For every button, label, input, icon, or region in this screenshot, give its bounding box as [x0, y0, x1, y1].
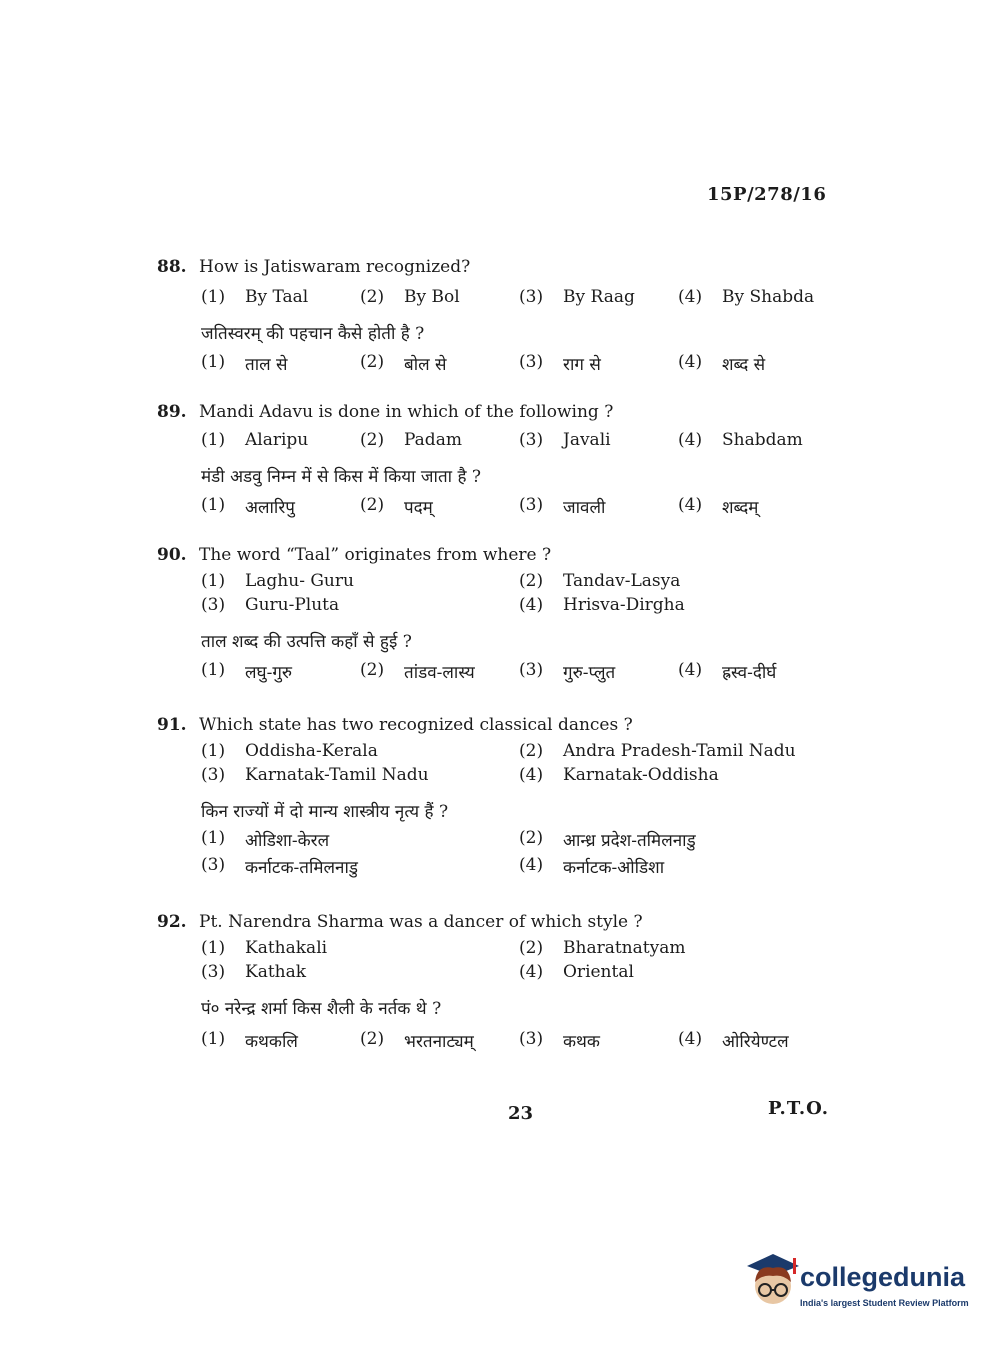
option-label: (1)	[201, 938, 226, 958]
question-text-en: How is Jatiswaram recognized?	[199, 257, 471, 277]
option-text: कर्नाटक-ओडिशा	[563, 858, 665, 878]
option-text: Laghu- Guru	[245, 571, 354, 591]
option-label: (2)	[519, 741, 544, 761]
option-label: (3)	[519, 352, 544, 372]
option-label: (1)	[201, 287, 226, 307]
option-text: कथक	[563, 1032, 600, 1052]
option-text: Javali	[563, 430, 611, 450]
question-text-en: The word “Taal” originates from where ?	[199, 545, 552, 565]
option-label: (3)	[201, 855, 226, 875]
option-text: राग से	[563, 355, 601, 375]
question-text-hi: ताल शब्द की उत्पत्ति कहाँ से हुई ?	[201, 632, 412, 652]
brand-name: collegedunia	[800, 1262, 966, 1292]
option-label: (3)	[519, 660, 544, 680]
option-text: कथकलि	[245, 1032, 298, 1052]
question-88	[157, 257, 837, 375]
option-text: Kathak	[245, 962, 307, 982]
option-text: ओडिशा-केरल	[245, 831, 330, 851]
option-text: Oriental	[563, 962, 634, 982]
option-label: (1)	[201, 430, 226, 450]
question-text-hi: पं० नरेन्द्र शर्मा किस शैली के नर्तक थे ?	[201, 999, 442, 1019]
option-text: Alaripu	[245, 430, 309, 450]
option-label: (3)	[201, 765, 226, 785]
option-text: ह्रस्व-दीर्घ	[722, 663, 777, 683]
option-text: Guru-Pluta	[245, 595, 340, 615]
question-number: 90.	[157, 545, 187, 565]
option-label: (2)	[360, 1029, 385, 1049]
option-label: (2)	[519, 938, 544, 958]
option-label: (4)	[678, 287, 703, 307]
option-text: बोल से	[404, 355, 447, 375]
option-label: (3)	[201, 962, 226, 982]
option-label: (4)	[678, 430, 703, 450]
option-label: (3)	[519, 495, 544, 515]
option-text: शब्द से	[722, 355, 766, 375]
question-text-en: Which state has two recognized classical dances ?	[199, 715, 633, 735]
question-number: 91.	[157, 715, 187, 735]
option-text: By Shabda	[722, 287, 815, 307]
option-label: (2)	[360, 352, 385, 372]
option-text: Andra Pradesh-Tamil Nadu	[563, 741, 796, 761]
option-label: (4)	[519, 595, 544, 615]
question-91	[157, 715, 837, 878]
option-text: पदम्	[404, 498, 433, 518]
option-text: Oddisha-Kerala	[245, 741, 378, 761]
question-text-hi: किन राज्यों में दो मान्य शास्त्रीय नृत्य हैं ?	[201, 802, 449, 822]
question-89	[157, 402, 837, 518]
option-text: Shabdam	[722, 430, 803, 450]
question-text-en: Mandi Adavu is done in which of the following ?	[199, 402, 614, 422]
option-text: Hrisva-Dirgha	[563, 595, 685, 615]
option-text: ओरियेण्टल	[722, 1032, 789, 1052]
question-number: 88.	[157, 257, 187, 277]
option-label: (4)	[678, 495, 703, 515]
question-number: 92.	[157, 912, 187, 932]
option-text: By Taal	[245, 287, 309, 307]
collegedunia-watermark	[743, 1248, 973, 1314]
option-label: (1)	[201, 741, 226, 761]
option-text: कर्नाटक-तमिलनाडु	[245, 858, 358, 878]
option-text: Karnatak-Oddisha	[563, 765, 719, 785]
option-text: आन्ध्र प्रदेश-तमिलनाडु	[563, 831, 696, 851]
option-label: (3)	[201, 595, 226, 615]
page-number: 23	[508, 1103, 534, 1124]
question-92	[157, 912, 837, 1052]
option-label: (4)	[519, 855, 544, 875]
option-text: By Bol	[404, 287, 460, 307]
option-label: (1)	[201, 571, 226, 591]
option-text: लघु-गुरु	[245, 663, 293, 683]
option-text: Tandav-Lasya	[563, 571, 681, 591]
option-text: भरतनाट्यम्	[404, 1032, 474, 1052]
option-label: (4)	[678, 1029, 703, 1049]
option-text: अलारिपु	[245, 498, 295, 518]
option-label: (4)	[519, 962, 544, 982]
option-label: (1)	[201, 352, 226, 372]
paper-code: 15P/278/16	[707, 184, 827, 205]
option-label: (2)	[519, 828, 544, 848]
option-label: (1)	[201, 495, 226, 515]
option-text: जावली	[563, 498, 606, 518]
option-text: Padam	[404, 430, 462, 450]
pto-note: P.T.O.	[768, 1098, 830, 1119]
question-text-hi: मंडी अडवु निम्न में से किस में किया जाता है ?	[201, 467, 481, 487]
option-text: By Raag	[563, 287, 635, 307]
mascot-icon	[743, 1248, 801, 1314]
option-text: ताल से	[245, 355, 288, 375]
option-label: (1)	[201, 1029, 226, 1049]
option-label: (2)	[360, 495, 385, 515]
option-text: तांडव-लास्य	[404, 663, 475, 683]
option-text: गुरु-प्लुत	[563, 663, 616, 683]
option-label: (3)	[519, 1029, 544, 1049]
option-label: (4)	[678, 660, 703, 680]
brand-tagline: India's largest Student Review Platform	[800, 1298, 969, 1308]
option-text: Bharatnatyam	[563, 938, 686, 958]
option-label: (2)	[360, 660, 385, 680]
option-label: (1)	[201, 828, 226, 848]
option-label: (4)	[678, 352, 703, 372]
option-text: Kathakali	[245, 938, 328, 958]
question-90	[157, 545, 837, 683]
option-label: (2)	[519, 571, 544, 591]
option-label: (3)	[519, 430, 544, 450]
question-text-hi: जतिस्वरम् की पहचान कैसे होती है ?	[201, 324, 425, 344]
option-label: (4)	[519, 765, 544, 785]
option-label: (2)	[360, 430, 385, 450]
option-text: Karnatak-Tamil Nadu	[245, 765, 429, 785]
option-label: (3)	[519, 287, 544, 307]
question-number: 89.	[157, 402, 187, 422]
question-text-en: Pt. Narendra Sharma was a dancer of which style ?	[199, 912, 643, 932]
option-label: (1)	[201, 660, 226, 680]
option-label: (2)	[360, 287, 385, 307]
option-text: शब्दम्	[722, 498, 759, 518]
